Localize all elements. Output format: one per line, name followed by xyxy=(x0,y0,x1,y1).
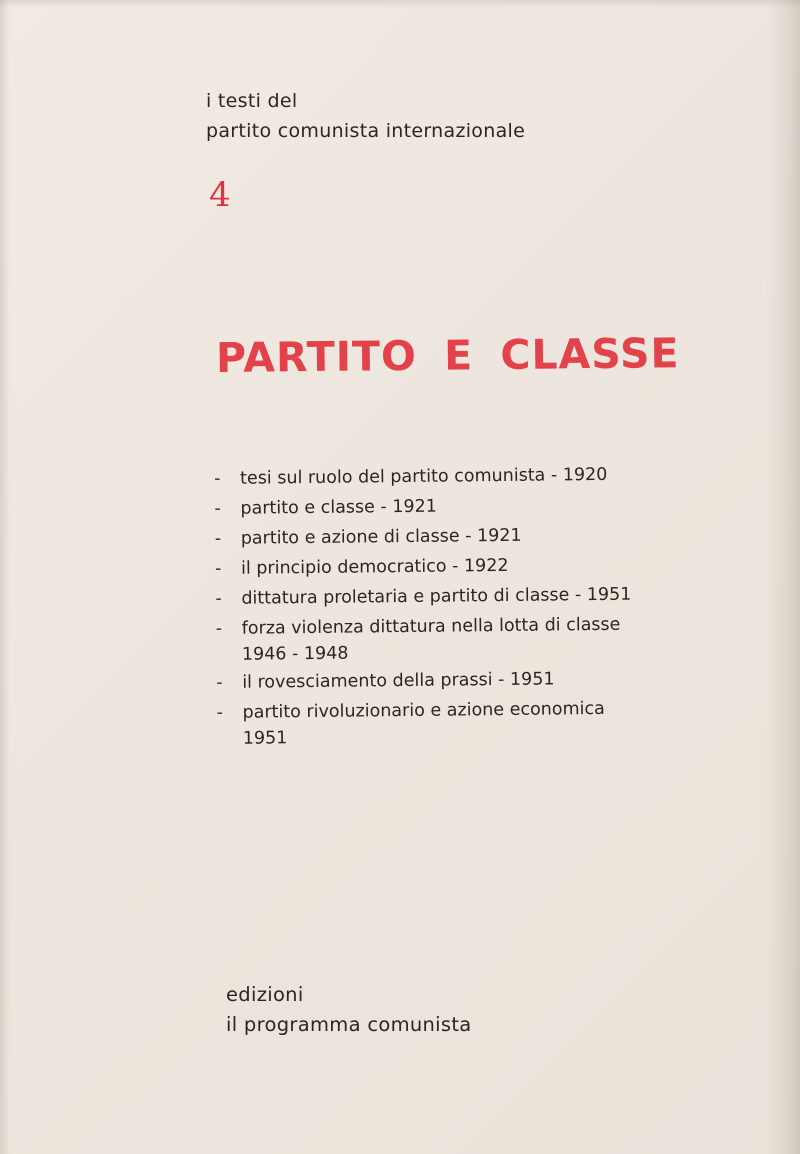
publisher-line-1: edizioni xyxy=(226,983,304,1006)
contents-item xyxy=(216,665,716,697)
contents-item-text: il principio democratico - 1922 xyxy=(240,555,509,579)
contents-item xyxy=(215,521,715,553)
contents-item-dash: - xyxy=(214,468,221,489)
contents-item xyxy=(216,611,717,667)
book-title: PARTITO E CLASSE xyxy=(215,329,680,382)
contents-item-dash: - xyxy=(216,702,224,723)
contents-item xyxy=(215,581,715,613)
contents-item-dash: - xyxy=(216,672,223,693)
contents-item-dash: - xyxy=(214,528,222,549)
cover-left-edge xyxy=(0,0,10,1154)
contents-item xyxy=(216,695,717,751)
contents-item-year: 1946 - 1948 xyxy=(241,643,349,665)
contents-item-text: dittatura proletaria e partito di classe - 1951 xyxy=(241,584,632,609)
contents-item xyxy=(214,491,714,523)
contents-item-text: tesi sul ruolo del partito comunista - 1920 xyxy=(240,464,608,489)
contents-item-year: 1951 xyxy=(242,728,288,749)
contents-item-text: partito e azione di classe - 1921 xyxy=(240,525,522,549)
cover-top-edge xyxy=(0,0,800,8)
contents-item-text: partito e classe - 1921 xyxy=(240,496,437,519)
publisher-line-2: il programma comunista xyxy=(226,1013,472,1036)
contents-item-dash: - xyxy=(215,588,222,609)
contents-item xyxy=(214,461,714,493)
contents-list xyxy=(214,461,717,754)
series-title-line-2: partito comunista internazionale xyxy=(206,120,526,142)
contents-item-text: partito rivoluzionario e azione economica xyxy=(242,698,605,723)
contents-item-text: forza violenza dittatura nella lotta di classe xyxy=(241,614,621,639)
contents-item-text: il rovesciamento della prassi - 1951 xyxy=(242,669,555,693)
volume-number: 4 xyxy=(209,175,231,215)
contents-item xyxy=(215,551,715,583)
contents-item-dash: - xyxy=(214,558,222,579)
contents-item-dash: - xyxy=(215,618,223,639)
series-title-line-1: i testi del xyxy=(206,90,298,112)
contents-item-dash: - xyxy=(214,498,221,519)
cover-right-edge xyxy=(766,0,800,1154)
